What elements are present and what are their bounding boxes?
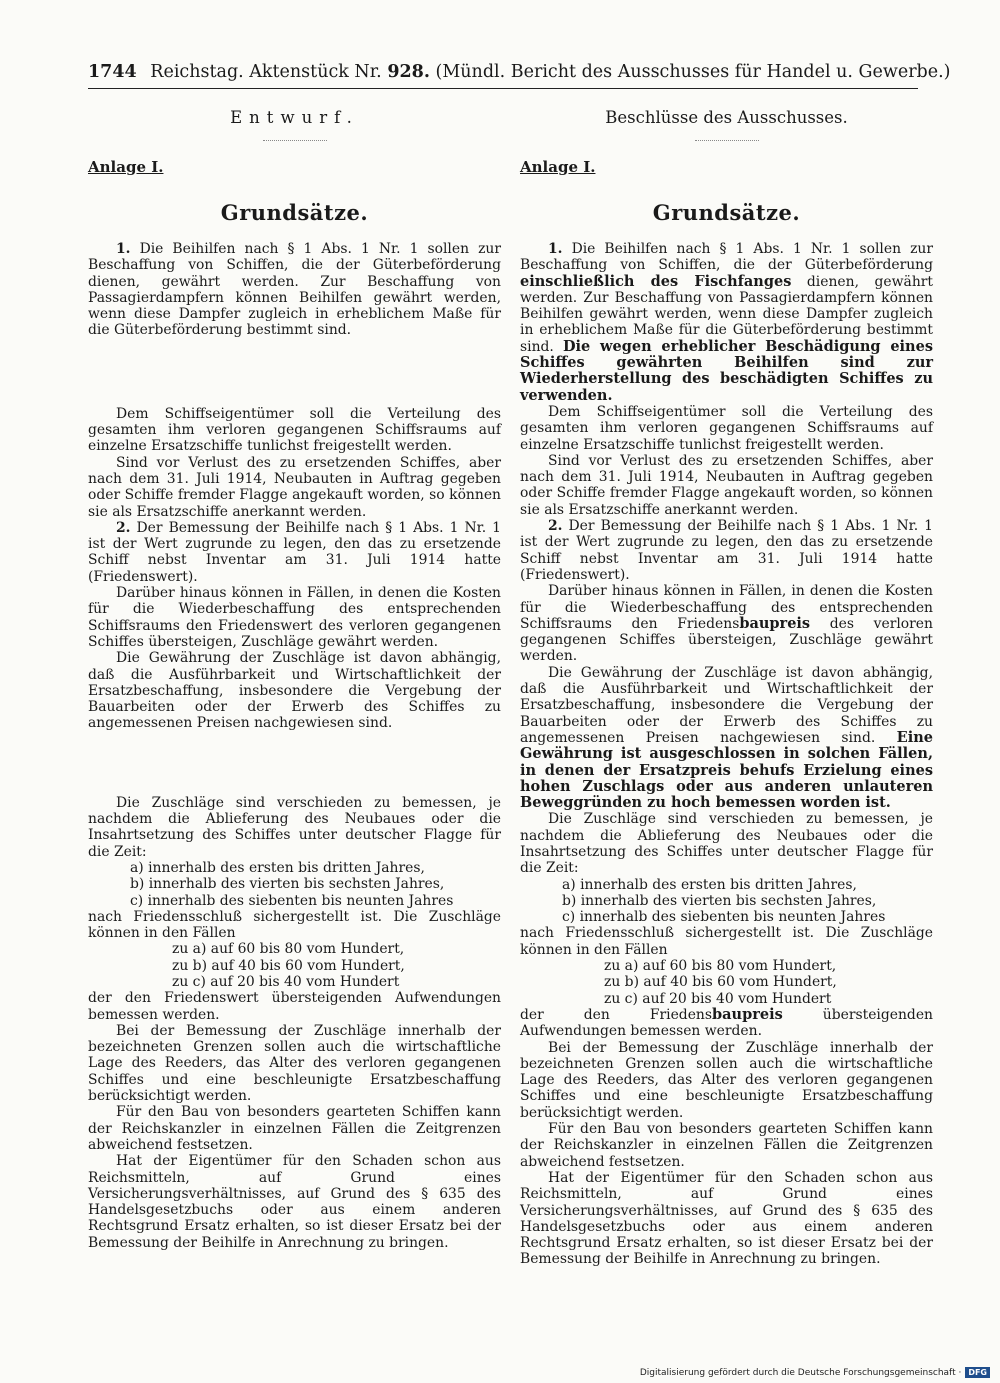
paragraph: Die Gewährung der Zuschläge ist davon abhängig, daß die Ausführbarkeit und Wirtschaftlichkeit der Ersatzbeschaffung, insbesondere die Vergebung der Bauarbeiten oder der Erwerb des Schiffes zu angemessenen Preisen nachgewiesen sind. <box>88 650 501 732</box>
paragraph: Für den Bau von besonders gearteten Schiffen kann der Reichskanzler in einzelnen Fällen die Zeitgrenzen abweichend festsetzen. <box>88 1104 501 1153</box>
funding-footer <box>640 1367 990 1378</box>
column-body <box>88 241 501 1251</box>
paragraph: Dem Schiffseigentümer soll die Verteilung des gesamten ihm verloren gegangenen Schiffsraums auf einzelne Ersatzschiffe tunlichst freigestellt werden. <box>520 403 933 453</box>
paragraph: Sind vor Verlust des zu ersetzenden Schiffes, aber nach dem 31. Juli 1914, Neubauten in Auftrag gegeben oder Schiffe fremder Flagge angekauft worden, so können sie als Ersatzschiffe anerkannt werden. <box>88 454 501 520</box>
time-list <box>88 860 501 909</box>
divider <box>263 140 327 141</box>
paragraph-number: 2. <box>116 519 131 536</box>
column-body <box>520 241 933 1268</box>
document-number: 928. <box>387 62 430 82</box>
header-title: Reichstag. Aktenstück Nr. <box>150 62 382 82</box>
paragraph: Hat der Eigentümer für den Schaden schon aus Reichsmitteln, auf Grund eines Versicherungsverhältnisses, auf Grund des § 635 des Handelsgesetzbuchs oder aus einem anderen Rechtsgrund Ersatz erhalten, so ist dieser Ersatz bei der Bemessung der Beihilfe in Anrechnung zu bringen. <box>520 1169 933 1268</box>
list-item: zu c) auf 20 bis 40 vom Hundert <box>604 990 832 1007</box>
annex-label: Anlage I. <box>88 158 164 176</box>
rate-list <box>88 941 501 990</box>
paragraph-number: 1. <box>548 241 563 257</box>
column-title: Beschlüsse des Ausschusses. <box>605 108 848 127</box>
paragraph <box>520 241 933 404</box>
rate-list <box>520 958 933 1007</box>
list-item: zu b) auf 40 bis 60 vom Hundert, <box>172 957 405 974</box>
paragraph <box>520 665 933 812</box>
paragraph-number: 1. <box>116 241 131 257</box>
paragraph <box>520 583 933 664</box>
paragraph: Bei der Bemessung der Zuschläge innerhalb der bezeichneten Grenzen sollen auch die wirtschaftliche Lage des Reeders, das Alter des verloren gegangenen Schiffes und eine beschleunigte Ersatzbeschaffung berücksichtigt werden. <box>88 1022 501 1105</box>
paragraph <box>88 520 501 585</box>
paragraph-text: übersteigenden Aufwendungen bemessen werden. <box>520 1006 933 1040</box>
divider <box>695 140 759 141</box>
list-item: zu a) auf 60 bis 80 vom Hundert, <box>604 958 837 975</box>
list-item: b) innerhalb des vierten bis sechsten Jahres, <box>130 876 445 893</box>
amendment-text: baupreis <box>739 614 811 632</box>
paragraph-text: Der Bemessung der Beihilfe nach § 1 Abs. 1 Nr. 1 ist der Wert zugrunde zu legen, den das zu ersetzende Schiff nebst Inventar am 31. Juli 1914 hatte (Friedenswert). <box>88 519 501 585</box>
list-item: b) innerhalb des vierten bis sechsten Jahres, <box>562 892 877 909</box>
amendment-text: baupreis <box>712 1005 783 1023</box>
paragraph-text: Die Beihilfen nach § 1 Abs. 1 Nr. 1 sollen zur Beschaffung von Schiffen, die der Güterbeförderung <box>520 241 933 274</box>
page-header <box>88 62 951 89</box>
paragraph: Für den Bau von besonders gearteten Schiffen kann der Reichskanzler in einzelnen Fällen die Zeitgrenzen abweichend festsetzen. <box>520 1121 933 1170</box>
paragraph: Die Zuschläge sind verschieden zu bemessen, je nachdem die Ablieferung des Neubaues oder die Insahrtsetzung des Schiffes unter deutscher Flagge für die Zeit: <box>520 811 933 877</box>
paragraph: Die Zuschläge sind verschieden zu bemessen, je nachdem die Ablieferung des Neubaues oder die Insahrtsetzung des Schiffes unter deutscher Flagge für die Zeit: <box>88 794 501 860</box>
annex-label: Anlage I. <box>520 158 596 176</box>
paragraph <box>88 241 501 339</box>
list-item: c) innerhalb des siebenten bis neunten Jahres <box>562 909 886 926</box>
header-subtitle: (Mündl. Bericht des Ausschusses für Handel u. Gewerbe.) <box>435 62 951 82</box>
list-item: a) innerhalb des ersten bis dritten Jahres, <box>562 876 857 893</box>
list-item: c) innerhalb des siebenten bis neunten Jahres <box>130 892 454 909</box>
paragraph: der den Friedenswert übersteigenden Aufwendungen bemessen werden. <box>88 990 501 1023</box>
section-heading: Grundsätze. <box>220 200 369 225</box>
paragraph <box>520 518 933 583</box>
amendment-text: einschließlich des Fischfanges <box>520 272 792 290</box>
paragraph-text: der den Friedens <box>520 1006 712 1023</box>
paragraph: Hat der Eigentümer für den Schaden schon aus Reichsmitteln, auf Grund eines Versicherungsverhältnisses, auf Grund des § 635 des Handelsgesetzbuchs oder aus einem anderen Rechtsgrund Ersatz erhalten, so ist dieser Ersatz bei der Bemessung der Beihilfe in Anrechnung zu bringen. <box>88 1153 501 1251</box>
paragraph: nach Friedensschluß sichergestellt ist. Die Zuschläge können in den Fällen <box>520 925 933 958</box>
paragraph-text: des verloren gegangenen Schiffes übersteigen, Zuschläge gewährt werden. <box>520 615 933 665</box>
paragraph-text: Der Bemessung der Beihilfe nach § 1 Abs. 1 Nr. 1 ist der Wert zugrunde zu legen, den das zu ersetzende Schiff nebst Inventar am 31. Juli 1914 hatte (Friedenswert). <box>520 518 933 583</box>
column-title: Entwurf. <box>230 108 359 127</box>
list-item: a) innerhalb des ersten bis dritten Jahres, <box>130 859 425 876</box>
paragraph: Bei der Bemessung der Zuschläge innerhalb der bezeichneten Grenzen sollen auch die wirtschaftliche Lage des Reeders, das Alter des verloren gegangenen Schiffes und eine beschleunigte Ersatzbeschaffung berücksichtigt werden. <box>520 1039 933 1121</box>
list-item: zu a) auf 60 bis 80 vom Hundert, <box>172 941 405 958</box>
list-item: zu b) auf 40 bis 60 vom Hundert, <box>604 974 837 991</box>
dfg-logo: DFG <box>965 1367 990 1378</box>
paragraph: Darüber hinaus können in Fällen, in denen die Kosten für die Wiederbeschaffung des entsprechenden Schiffsraums den Friedenswert des verloren gegangenen Schiffes übersteigen, Zuschläge gewährt werden. <box>88 585 501 650</box>
paragraph-number: 2. <box>548 518 563 535</box>
committee-column <box>520 108 933 1268</box>
paragraph <box>520 1007 933 1040</box>
paragraph: Dem Schiffseigentümer soll die Verteilung des gesamten ihm verloren gegangenen Schiffsraums auf einzelne Ersatzschiffe tunlichst freigestellt werden. <box>88 405 501 455</box>
paragraph: Sind vor Verlust des zu ersetzenden Schiffes, aber nach dem 31. Juli 1914, Neubauten in Auftrag gegeben oder Schiffe fremder Flagge angekauft worden, so können sie als Ersatzschiffe anerkannt werden. <box>520 452 933 518</box>
footer-text: Digitalisierung gefördert durch die Deutsche Forschungsgemeinschaft · <box>639 1367 962 1378</box>
paragraph: nach Friedensschluß sichergestellt ist. Die Zuschläge können in den Fällen <box>88 908 501 942</box>
time-list <box>520 877 933 926</box>
paragraph-text: Die Gewährung der Zuschläge ist davon abhängig, daß die Ausführbarkeit und Wirtschaftlichkeit der Ersatzbeschaffung, insbesondere die Vergebung der Bauarbeiten oder der Erwerb des Schiffes zu angemessenen Preisen nachgewiesen sind. <box>520 664 933 746</box>
paragraph-text: Die Beihilfen nach § 1 Abs. 1 Nr. 1 sollen zur Beschaffung von Schiffen, die der Güterbeförderung dienen, gewährt werden. Zur Beschaffung von Passagierdampfern können Beihilfen gewährt werden, wenn diese Dampfer zugleich in erheblichem Maße für die Güterbeförderung bestimmt sind. <box>88 241 501 339</box>
draft-column <box>88 108 501 1251</box>
list-item: zu c) auf 20 bis 40 vom Hundert <box>172 973 400 990</box>
amendment-text: Eine Gewährung ist ausgeschlossen in solchen Fällen, in denen der Ersatzpreis behufs Erzielung eines hohen Zuschlags oder aus anderen unlauteren Beweggründen zu hoch bemessen worden ist. <box>520 728 933 812</box>
page-number: 1744 <box>88 62 137 82</box>
section-heading: Grundsätze. <box>652 200 801 225</box>
paragraph-text: Darüber hinaus können in Fällen, in denen die Kosten für die Wiederbeschaffung des entsprechenden Schiffsraums den Friedens <box>520 583 933 632</box>
amendment-text: Die wegen erheblicher Beschädigung eines Schiffes gewährten Beihilfen sind zur Wiederherstellung des beschädigten Schiffes zu verwenden. <box>520 337 933 404</box>
paragraph-text: dienen, gewährt werden. Zur Beschaffung von Passagierdampfern können Beihilfen gewährt werden, wenn diese Dampfer zugleich in erheblichem Maße für die Güterbeförderung bestimmt sind. <box>520 273 933 355</box>
